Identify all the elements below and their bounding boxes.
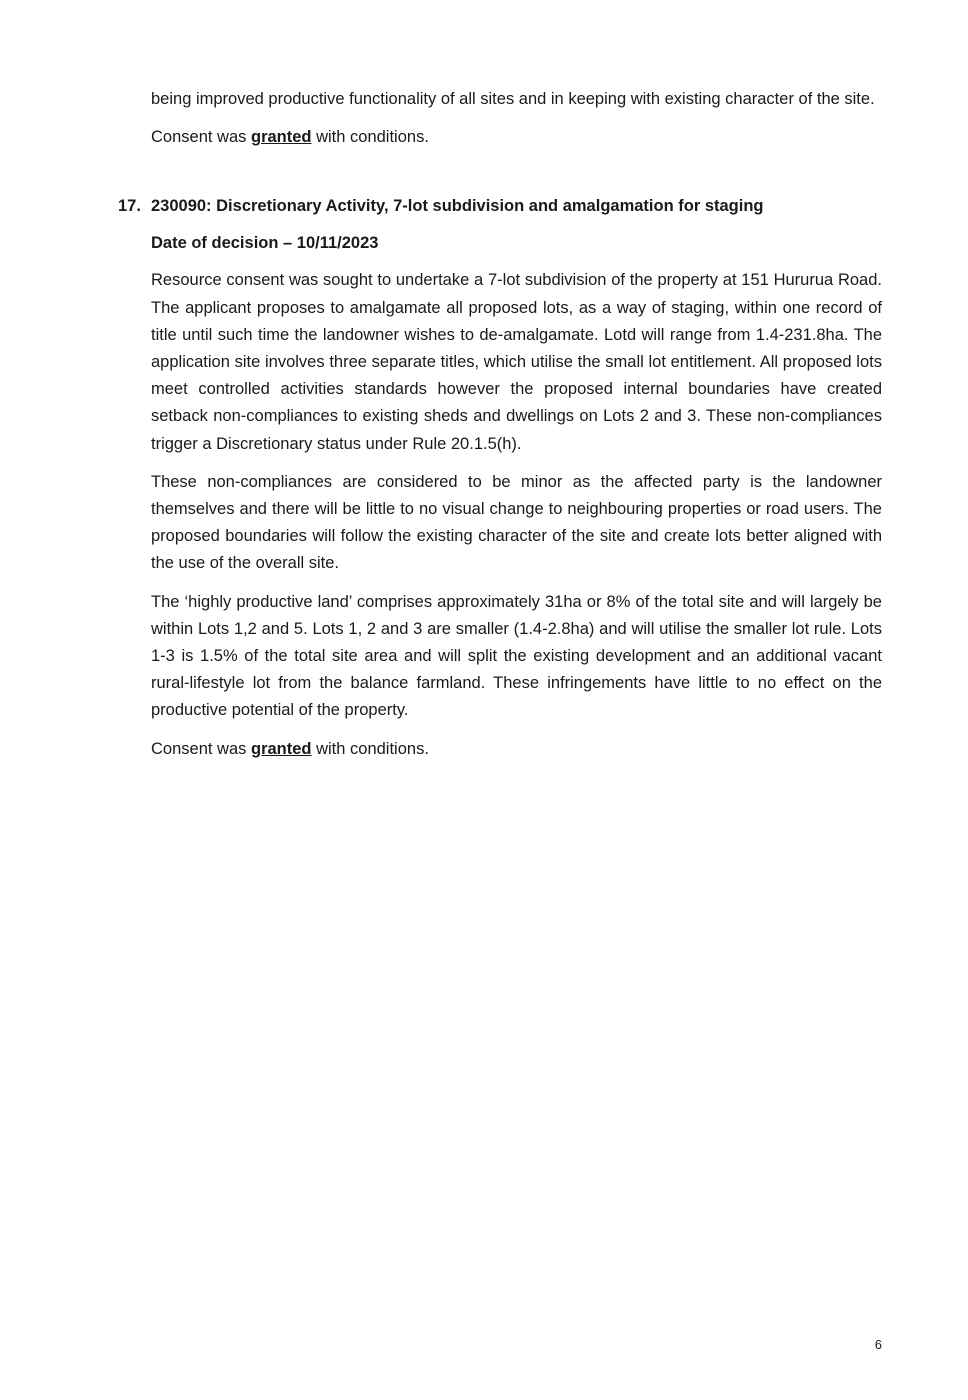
item-outcome-granted: granted xyxy=(250,739,312,758)
outcome-suffix: with conditions. xyxy=(316,128,429,147)
consent-outcome xyxy=(151,124,882,151)
outcome-prefix: Consent was xyxy=(151,128,247,147)
item-title: 230090: Discretionary Activity, 7-lot subdivision and amalgamation for staging xyxy=(151,197,764,216)
item-paragraph-1: Resource consent was sought to undertake a 7-lot subdivision of the property at 151 Hururua Road. The applicant proposes to amalgamate all proposed lots, as a way of staging, within one record of title until such time the landowner wishes to de-amalgamate. Lotd will range from 1.4-231.8ha. The application site involves three separate titles, which utilise the small lot entitlement. All proposed lots meet controlled activities standards however the proposed internal boundaries have created setback non-compliances to existing sheds and dwellings on Lots 2 and 3. These non-compliances trigger a Discretionary status under Rule 20.1.5(h). xyxy=(151,271,882,453)
item-paragraph-3: The ‘highly productive land’ comprises approximately 31ha or 8% of the total site and will largely be within Lots 1,2 and 5. Lots 1, 2 and 3 are smaller (1.4-2.8ha) and will utilise the smaller lot rule. Lots 1-3 is 1.5% of the total site area and will split the existing development and an additional vacant rural-lifestyle lot from the balance farmland. These infringements have little to no effect on the productive potential of the property. xyxy=(151,592,882,720)
item-heading xyxy=(118,193,882,220)
item-consent-outcome xyxy=(151,736,882,763)
item-outcome-suffix: with conditions. xyxy=(316,739,429,758)
page-content xyxy=(118,86,882,763)
page-number: 6 xyxy=(874,1337,882,1352)
item-outcome-prefix: Consent was xyxy=(151,739,247,758)
item-number: 17. xyxy=(118,197,141,216)
continued-paragraph: being improved productive functionality of all sites and in keeping with existing character of the site. xyxy=(151,90,875,108)
decision-date: Date of decision – 10/11/2023 xyxy=(151,234,379,253)
item-paragraph-2: These non-compliances are considered to be minor as the affected party is the landowner themselves and there will be little to no visual change to neighbouring properties or road users. The proposed boundaries will follow the existing character of the site and create lots better aligned with the use of the overall site. xyxy=(151,472,882,573)
outcome-granted: granted xyxy=(250,128,312,147)
